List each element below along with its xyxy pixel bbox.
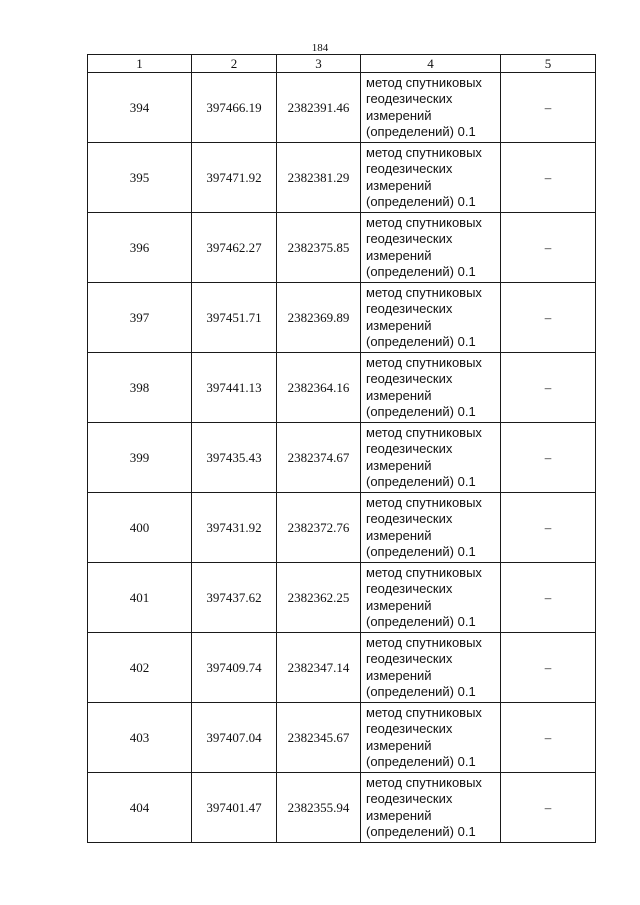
x-coordinate-cell: 397407.04 — [192, 703, 277, 773]
table-row — [88, 493, 596, 563]
note-cell: – — [501, 563, 596, 633]
method-line: измерений — [366, 597, 432, 613]
point-number-cell: 395 — [88, 143, 192, 213]
method-cell — [361, 773, 501, 843]
note-cell: – — [501, 423, 596, 493]
method-line: геодезических — [366, 651, 453, 666]
point-number-cell: 402 — [88, 633, 192, 703]
method-line: геодезических — [366, 581, 453, 596]
y-coordinate-cell: 2382369.89 — [277, 283, 361, 353]
y-coordinate-cell: 2382345.67 — [277, 703, 361, 773]
x-coordinate-cell: 397441.13 — [192, 353, 277, 423]
point-number-cell: 403 — [88, 703, 192, 773]
column-header: 2 — [192, 55, 277, 73]
point-number-cell: 398 — [88, 353, 192, 423]
y-coordinate-cell: 2382375.85 — [277, 213, 361, 283]
method-line: измерений — [366, 457, 432, 473]
method-line: геодезических — [366, 161, 453, 176]
x-coordinate-cell: 397431.92 — [192, 493, 277, 563]
method-line: метод спутниковых — [366, 74, 482, 90]
point-number-cell: 401 — [88, 563, 192, 633]
method-line: метод спутниковых — [366, 214, 482, 230]
note-cell: – — [501, 493, 596, 563]
method-line: измерений — [366, 247, 432, 263]
method-line: измерений — [366, 737, 432, 753]
method-line: измерений — [366, 177, 432, 193]
table-row — [88, 563, 596, 633]
method-line: геодезических — [366, 301, 453, 316]
y-coordinate-cell: 2382355.94 — [277, 773, 361, 843]
table-row — [88, 143, 596, 213]
note-cell: – — [501, 633, 596, 703]
method-line: метод спутниковых — [366, 144, 482, 160]
column-header: 3 — [277, 55, 361, 73]
x-coordinate-cell: 397466.19 — [192, 73, 277, 143]
method-line: метод спутниковых — [366, 494, 482, 510]
method-line: геодезических — [366, 91, 453, 106]
method-line: (определений) 0.1 — [366, 474, 476, 489]
method-line: метод спутниковых — [366, 704, 482, 720]
column-header: 1 — [88, 55, 192, 73]
note-cell: – — [501, 143, 596, 213]
note-cell: – — [501, 213, 596, 283]
y-coordinate-cell: 2382347.14 — [277, 633, 361, 703]
method-cell — [361, 143, 501, 213]
method-line: (определений) 0.1 — [366, 194, 476, 209]
table-body — [88, 73, 596, 843]
method-cell — [361, 703, 501, 773]
method-line: измерений — [366, 387, 432, 403]
table-row — [88, 73, 596, 143]
table-header-row — [88, 55, 596, 73]
method-cell — [361, 283, 501, 353]
method-cell — [361, 213, 501, 283]
method-cell — [361, 563, 501, 633]
table-row — [88, 423, 596, 493]
y-coordinate-cell: 2382374.67 — [277, 423, 361, 493]
y-coordinate-cell: 2382391.46 — [277, 73, 361, 143]
method-line: (определений) 0.1 — [366, 124, 476, 139]
method-line: (определений) 0.1 — [366, 334, 476, 349]
method-line: (определений) 0.1 — [366, 684, 476, 699]
y-coordinate-cell: 2382362.25 — [277, 563, 361, 633]
point-number-cell: 399 — [88, 423, 192, 493]
method-line: метод спутниковых — [366, 354, 482, 370]
x-coordinate-cell: 397409.74 — [192, 633, 277, 703]
y-coordinate-cell: 2382381.29 — [277, 143, 361, 213]
method-line: метод спутниковых — [366, 284, 482, 300]
method-line: измерений — [366, 667, 432, 683]
table-row — [88, 213, 596, 283]
method-line: метод спутниковых — [366, 424, 482, 440]
note-cell: – — [501, 703, 596, 773]
method-cell — [361, 633, 501, 703]
method-cell — [361, 73, 501, 143]
coordinates-table — [87, 54, 596, 843]
table-row — [88, 283, 596, 353]
x-coordinate-cell: 397471.92 — [192, 143, 277, 213]
method-line: (определений) 0.1 — [366, 544, 476, 559]
method-line: измерений — [366, 317, 432, 333]
point-number-cell: 404 — [88, 773, 192, 843]
method-line: (определений) 0.1 — [366, 754, 476, 769]
table-row — [88, 773, 596, 843]
method-line: метод спутниковых — [366, 634, 482, 650]
y-coordinate-cell: 2382372.76 — [277, 493, 361, 563]
point-number-cell: 396 — [88, 213, 192, 283]
method-line: измерений — [366, 807, 432, 823]
method-line: геодезических — [366, 231, 453, 246]
method-cell — [361, 493, 501, 563]
x-coordinate-cell: 397462.27 — [192, 213, 277, 283]
method-cell — [361, 353, 501, 423]
note-cell: – — [501, 773, 596, 843]
method-line: (определений) 0.1 — [366, 404, 476, 419]
method-line: геодезических — [366, 371, 453, 386]
method-line: геодезических — [366, 441, 453, 456]
page-number: 184 — [311, 42, 329, 54]
table-row — [88, 633, 596, 703]
y-coordinate-cell: 2382364.16 — [277, 353, 361, 423]
method-line: (определений) 0.1 — [366, 264, 476, 279]
x-coordinate-cell: 397435.43 — [192, 423, 277, 493]
method-line: геодезических — [366, 511, 453, 526]
point-number-cell: 394 — [88, 73, 192, 143]
method-line: геодезических — [366, 791, 453, 806]
point-number-cell: 400 — [88, 493, 192, 563]
table-row — [88, 703, 596, 773]
table-row — [88, 353, 596, 423]
method-cell — [361, 423, 501, 493]
note-cell: – — [501, 73, 596, 143]
x-coordinate-cell: 397451.71 — [192, 283, 277, 353]
column-header: 4 — [361, 55, 501, 73]
method-line: (определений) 0.1 — [366, 614, 476, 629]
method-line: измерений — [366, 527, 432, 543]
x-coordinate-cell: 397401.47 — [192, 773, 277, 843]
method-line: метод спутниковых — [366, 564, 482, 580]
note-cell: – — [501, 283, 596, 353]
point-number-cell: 397 — [88, 283, 192, 353]
method-line: геодезических — [366, 721, 453, 736]
method-line: измерений — [366, 107, 432, 123]
x-coordinate-cell: 397437.62 — [192, 563, 277, 633]
method-line: метод спутниковых — [366, 774, 482, 790]
method-line: (определений) 0.1 — [366, 824, 476, 839]
note-cell: – — [501, 353, 596, 423]
column-header: 5 — [501, 55, 596, 73]
